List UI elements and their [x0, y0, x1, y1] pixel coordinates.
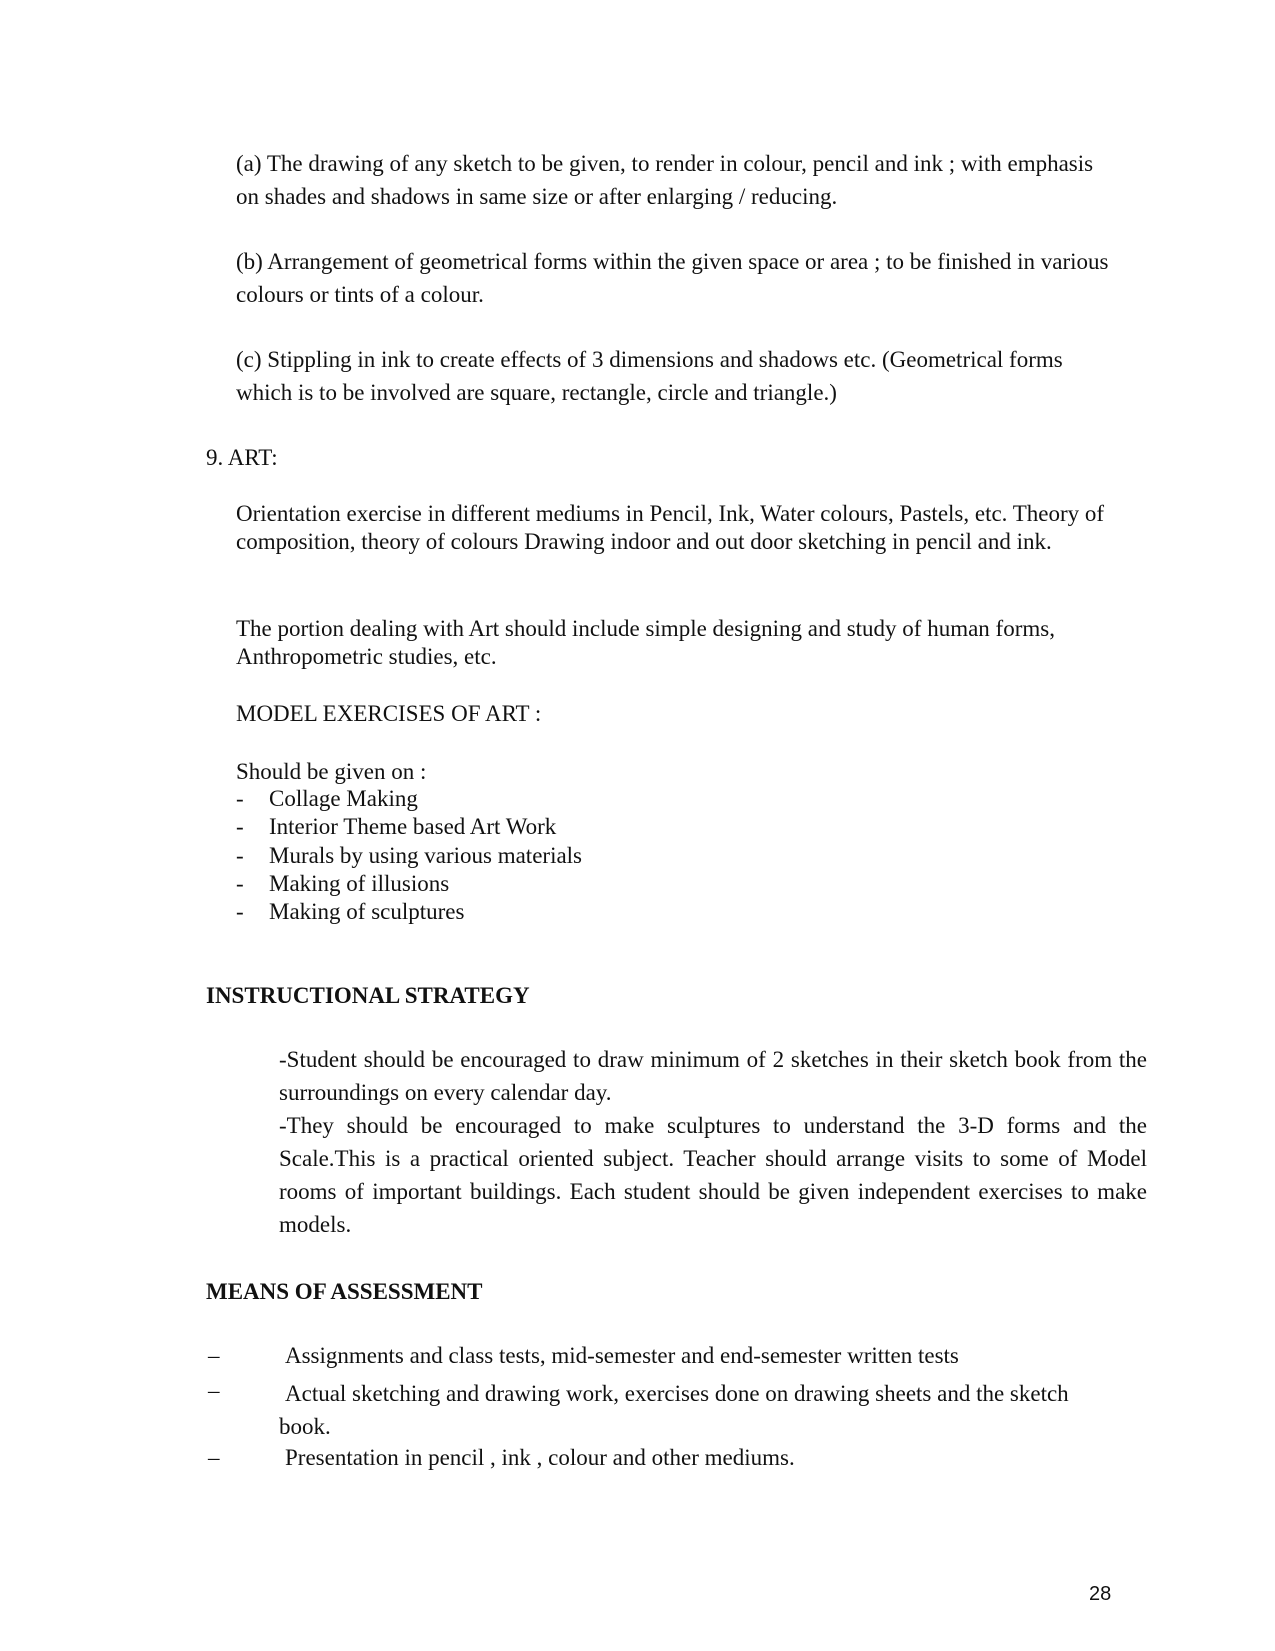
list-item-bullet: -	[236, 786, 244, 811]
list-item-bullet: -	[236, 871, 244, 896]
given-on-label: Should be given on :	[236, 759, 427, 784]
item-a: (a) The drawing of any sketch to be given, to render in colour, pencil and ink ; with emphasis on shades and shadows in same size or after enlarging / reducing.	[236, 151, 1094, 209]
list-item-bullet: -	[236, 899, 244, 924]
list-item-bullet: -	[236, 814, 244, 839]
art-paragraph-2: The portion dealing with Art should include simple designing and study of human forms, Anthropometric studies, etc.	[236, 616, 1055, 669]
list-item: Collage Making	[269, 786, 418, 811]
means-of-assessment-heading: MEANS OF ASSESSMENT	[206, 1279, 483, 1304]
list-item: Murals by using various materials	[269, 843, 583, 868]
instructional-paragraph-1: -Student should be encouraged to draw minimum of 2 sketches in their sketch book from the surroundings on every calendar day.	[279, 1047, 1147, 1105]
list-item: Assignments and class tests, mid-semester and end-semester written tests	[285, 1343, 959, 1368]
list-item-dash: –	[208, 1378, 220, 1403]
instructional-paragraph-2: -They should be encouraged to make sculptures to understand the 3-D forms and the Scale.This is a practical oriented subject. Teacher should arrange visits to some of Model rooms of important buildings. Each student should be given independent exercises to make models.	[279, 1113, 1147, 1237]
page-number: 28	[1089, 1583, 1112, 1605]
instructional-strategy-heading: INSTRUCTIONAL STRATEGY	[206, 983, 530, 1008]
list-item: Interior Theme based Art Work	[269, 814, 557, 839]
list-item-dash: –	[208, 1445, 220, 1470]
art-heading: 9. ART:	[206, 445, 278, 470]
list-item: Presentation in pencil , ink , colour and other mediums.	[285, 1445, 795, 1470]
list-item-bullet: -	[236, 843, 244, 868]
list-item: Making of sculptures	[269, 899, 465, 924]
list-item: Making of illusions	[269, 871, 450, 896]
art-paragraph-1: Orientation exercise in different mediums in Pencil, Ink, Water colours, Pastels, etc. Theory of composition, theory of colours Drawing indoor and out door sketching in pencil and ink.	[236, 501, 1105, 554]
model-exercises-heading: MODEL EXERCISES OF ART :	[236, 701, 542, 726]
item-c: (c) Stippling in ink to create effects of 3 dimensions and shadows etc. (Geometrical forms which is to be involved are square, rectangle, circle and triangle.)	[236, 347, 1063, 405]
list-item-dash: –	[208, 1343, 220, 1368]
list-item: Actual sketching and drawing work, exercises done on drawing sheets and the sketch book.	[279, 1381, 1069, 1439]
item-b: (b) Arrangement of geometrical forms within the given space or area ; to be finished in various colours or tints of a colour.	[236, 249, 1109, 307]
